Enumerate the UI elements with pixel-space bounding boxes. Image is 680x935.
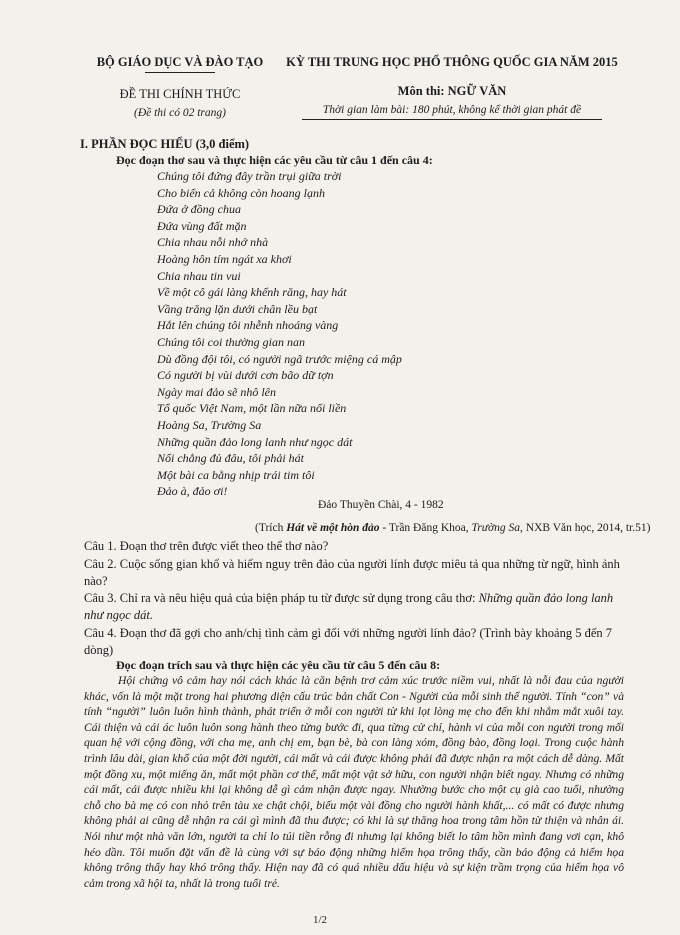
poem-line: Chúng tôi coi thường gian nan (157, 334, 305, 349)
question-3 (84, 590, 624, 623)
poem-line: Chia nhau tin vui (157, 268, 241, 283)
poem-line: Hoàng Sa, Trường Sa (157, 417, 262, 432)
citation-open: (Trích (255, 522, 287, 534)
official-label: ĐỀ THI CHÍNH THỨC (119, 87, 241, 101)
instruction-poem: Đọc đoạn thơ sau và thực hiện các yêu cầu từ câu 1 đến câu 4: (116, 153, 433, 167)
question-1: Câu 1. Đoạn thơ trên được viết theo thể thơ nào? (84, 539, 329, 553)
citation-poem-title: Hát về một hòn đảo (286, 522, 380, 534)
question-4: Câu 4. Đoạn thơ đã gợi cho anh/chị tình cảm gì đối với những người lính đảo? (Trình bày khoảng 5 đến 7 dòng) (84, 626, 612, 657)
poem-line: Dù đồng đội tôi, có người ngã trước miệng cá mập (157, 351, 402, 366)
citation-book: Trường Sa (471, 522, 521, 534)
poem-line: Vầng trăng lặn dưới chân lều bạt (157, 301, 318, 316)
exam-title: KỲ THI TRUNG HỌC PHỔ THÔNG QUỐC GIA NĂM 2015 (286, 55, 618, 69)
poem-line: Một bài ca bằng nhịp trái tim tôi (157, 467, 315, 482)
poem-line: Về một cô gái làng khểnh răng, hay hát (157, 285, 347, 300)
poem-line: Đứa vùng đất mặn (157, 218, 247, 233)
poem-line: Hắt lên chúng tôi nhễnh nhoáng vàng (157, 318, 339, 333)
header-right (282, 54, 622, 120)
citation-publisher: , NXB Văn học, 2014, tr.51) (520, 522, 651, 534)
poem-place-date: Đảo Thuyền Chài, 4 - 1982 (318, 499, 444, 511)
citation-author: - Trần Đăng Khoa, (379, 522, 472, 534)
poem-citation (255, 522, 650, 534)
question-3-quote: Những quần đảo long lanh như ngọc dát. (84, 591, 614, 622)
ministry-underline (145, 72, 215, 73)
ministry-name: BỘ GIÁO DỤC VÀ ĐÀO TẠO (96, 55, 264, 69)
prose-excerpt: Hội chứng vô cảm hay nói cách khác là căn bệnh trơ cảm xúc trước niềm vui, nhất là nỗi đau của người khác, vốn là một mặt trong hai phương diện cấu trúc bản chất Con - Người của mỗi sinh thể người. Tính “con” và tính “người” luôn luôn hình thành, phát triển ở mỗi con người từ khi lọt lòng mẹ cho đến khi nhắm mắt xuôi tay. Cái thiện và cái ác luôn luôn song hành theo từng bước đi, qua từng cử chỉ, hành vi của mỗi con người trong mối quan hệ với cộng đồng, với cha mẹ, anh chị em, bạn bè, bà con làng xóm, đồng bào, đồng loại. Trong cuộc hành trình lâu dài, gian khổ của một đời người, cái mất và cái được không phải đã được nhận ra một cách dễ dàng. Mất một đồng xu, một miếng ăn, mất một phần cơ thể, mất một vật sở hữu, con người nhận biết ngay. Nhưng có những cái mất, cái được nhiều khi lại không dễ gì cảm nhận được ngay. Nhường bước cho một cụ già cao tuổi, nhường chỗ cho bà mẹ có con nhỏ trên tàu xe chật chội, biếu một vài đồng cho người hành khất,... có mất có được nhưng không phải ai cũng dễ nhận ra cái gì mình đã thu được; có khi là sự thăng hoa trong tâm hồn từ thiện và nhân ái. Nói như một nhà văn lớn, người ta chỉ lo túi tiền rỗng đi nhưng lại không biết lo tâm hồn mình đang vơi cạn, khô héo dần. Tôi muốn đặt vấn đề là cùng với sự báo động những hiểm họa trông thấy, cần báo động cả hiểm họa không trông thấy hay khó trông thấy. Hiện nay đã có quá nhiều dấu hiệu và sự kiện trầm trọng của hiểm họa vô cảm trong xã hội ta, nhất là trong tuổi trẻ. (84, 674, 624, 890)
poem-line: Tổ quốc Việt Nam, một lần nữa nối liền (157, 401, 347, 416)
poem-line: Đứa ở đồng chua (157, 202, 241, 217)
page-count-note: (Đề thi có 02 trang) (134, 107, 226, 119)
poem (157, 168, 402, 500)
subject-label: Môn thi: NGỮ VĂN (397, 84, 507, 98)
poem-line: Cho biển cả không còn hoang lạnh (157, 185, 325, 200)
page-number: 1/2 (313, 914, 328, 926)
poem-line: Có người bị vùi dưới cơn bão dữ tợn (157, 368, 334, 383)
time-underline (302, 119, 602, 120)
question-3-text: Câu 3. Chỉ ra và nêu hiệu quả của biện pháp tu từ được sử dụng trong câu thơ: (84, 591, 479, 605)
poem-line: Ngày mai đảo sẽ nhô lên (157, 384, 276, 399)
instruction-prose: Đọc đoạn trích sau và thực hiện các yêu cầu từ câu 5 đến câu 8: (116, 658, 441, 672)
section-title: I. PHẦN ĐỌC HIỂU (3,0 điểm) (80, 137, 250, 151)
poem-line: Hoàng hôn tím ngát xa khơi (157, 251, 292, 266)
time-note: Thời gian làm bài: 180 phút, không kể thời gian phát đề (322, 104, 582, 116)
poem-line: Những quần đảo long lanh như ngọc dát (157, 434, 353, 449)
question-2: Câu 2. Cuộc sống gian khổ và hiểm nguy trên đảo của người lính được miêu tả qua những từ ngữ, hình ảnh nào? (84, 557, 620, 588)
poem-line: Chia nhau nỗi nhớ nhà (157, 235, 269, 250)
poem-line: Đảo à, đảo ơi! (157, 484, 228, 499)
header-left (80, 54, 280, 120)
poem-line: Nổi chẳng đủ đâu, tôi phải hát (157, 451, 304, 466)
poem-line: Chúng tôi đứng đây trần trụi giữa trời (157, 169, 342, 183)
